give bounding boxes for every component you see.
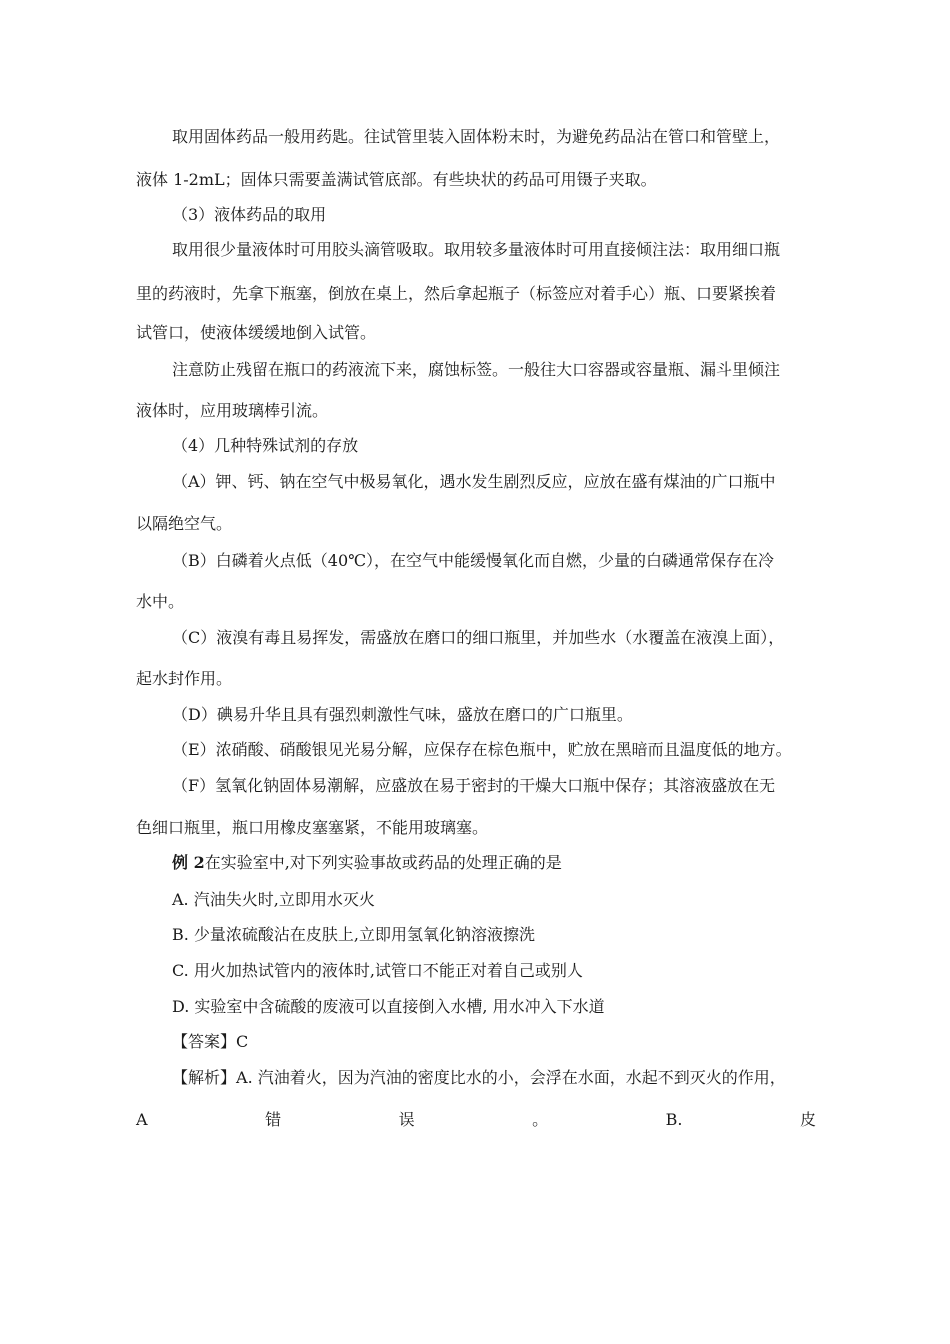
paragraph-line: 取用固体药品一般用药匙。往试管里装入固体粉末时，为避免药品沾在管口和管壁上，	[172, 127, 781, 146]
answer-label: 【答案】	[172, 1032, 237, 1051]
option-c: C. 用火加热试管内的液体时,试管口不能正对着自己或别人	[172, 961, 583, 980]
analysis-token: 。	[532, 1110, 549, 1129]
analysis	[172, 1068, 786, 1088]
paragraph-line: 色细口瓶里，瓶口用橡皮塞塞紧，不能用玻璃塞。	[136, 818, 489, 837]
paragraph-line: （D）碘易升华且具有强烈刺激性气味，盛放在磨口的广口瓶里。	[172, 705, 633, 724]
paragraph-line: （F）氢氧化钠固体易潮解，应盛放在易于密封的干燥大口瓶中保存；其溶液盛放在无	[172, 776, 776, 795]
analysis-label: 【解析】	[172, 1068, 237, 1087]
example-question-text: 在实验室中,对下列实验事故或药品的处理正确的是	[204, 853, 562, 872]
paragraph-line: 取用很少量液体时可用胶头滴管吸取。取用较多量液体时可用直接倾注法：取用细口瓶	[172, 240, 781, 259]
example-question	[172, 853, 562, 873]
analysis-token: 皮	[799, 1110, 816, 1129]
analysis-token: B.	[665, 1110, 683, 1129]
paragraph-line: 试管口，使液体缓缓地倒入试管。	[136, 323, 377, 342]
section-heading: （4）几种特殊试剂的存放	[172, 436, 359, 455]
paragraph-line: 水中。	[136, 592, 185, 611]
answer-value: C	[236, 1032, 249, 1051]
option-b: B. 少量浓硫酸沾在皮肤上,立即用氢氧化钠溶液擦洗	[172, 925, 536, 944]
paragraph-line: 以隔绝空气。	[136, 514, 233, 533]
paragraph-line: （A）钾、钙、钠在空气中极易氧化，遇水发生剧烈反应，应放在盛有煤油的广口瓶中	[172, 472, 776, 491]
paragraph-line: （B）白磷着火点低（40℃），在空气中能缓慢氧化而自燃，少量的白磷通常保存在冷	[172, 551, 775, 570]
paragraph-line: （C）液溴有毒且易挥发，需盛放在磨口的细口瓶里，并加些水（水覆盖在液溴上面），	[172, 628, 785, 647]
analysis-token: A	[136, 1110, 148, 1129]
paragraph-line: 液体 1-2mL；固体只需要盖满试管底部。有些块状的药品可用镊子夹取。	[136, 170, 657, 189]
option-a: A. 汽油失火时,立即用水灭火	[172, 890, 375, 909]
example-label: 例 2	[172, 853, 205, 872]
analysis-token: 错	[265, 1110, 282, 1129]
analysis-continuation	[136, 1110, 816, 1130]
analysis-token: 误	[398, 1110, 415, 1129]
paragraph-line: （E）浓硝酸、硝酸银见光易分解，应保存在棕色瓶中，贮放在黑暗而且温度低的地方。	[172, 740, 792, 759]
paragraph-line: 注意防止残留在瓶口的药液流下来，腐蚀标签。一般往大口容器或容量瓶、漏斗里倾注	[172, 360, 781, 379]
analysis-text: A. 汽油着火，因为汽油的密度比水的小，会浮在水面，水起不到灭火的作用，	[236, 1068, 786, 1087]
answer	[172, 1032, 248, 1052]
paragraph-line: 液体时，应用玻璃棒引流。	[136, 401, 329, 420]
section-heading: （3）液体药品的取用	[172, 205, 327, 224]
paragraph-line: 起水封作用。	[136, 669, 233, 688]
paragraph-line: 里的药液时，先拿下瓶塞，倒放在桌上，然后拿起瓶子（标签应对着手心）瓶、口要紧挨着	[136, 284, 777, 303]
option-d: D. 实验室中含硫酸的废液可以直接倒入水槽, 用水冲入下水道	[172, 997, 605, 1016]
